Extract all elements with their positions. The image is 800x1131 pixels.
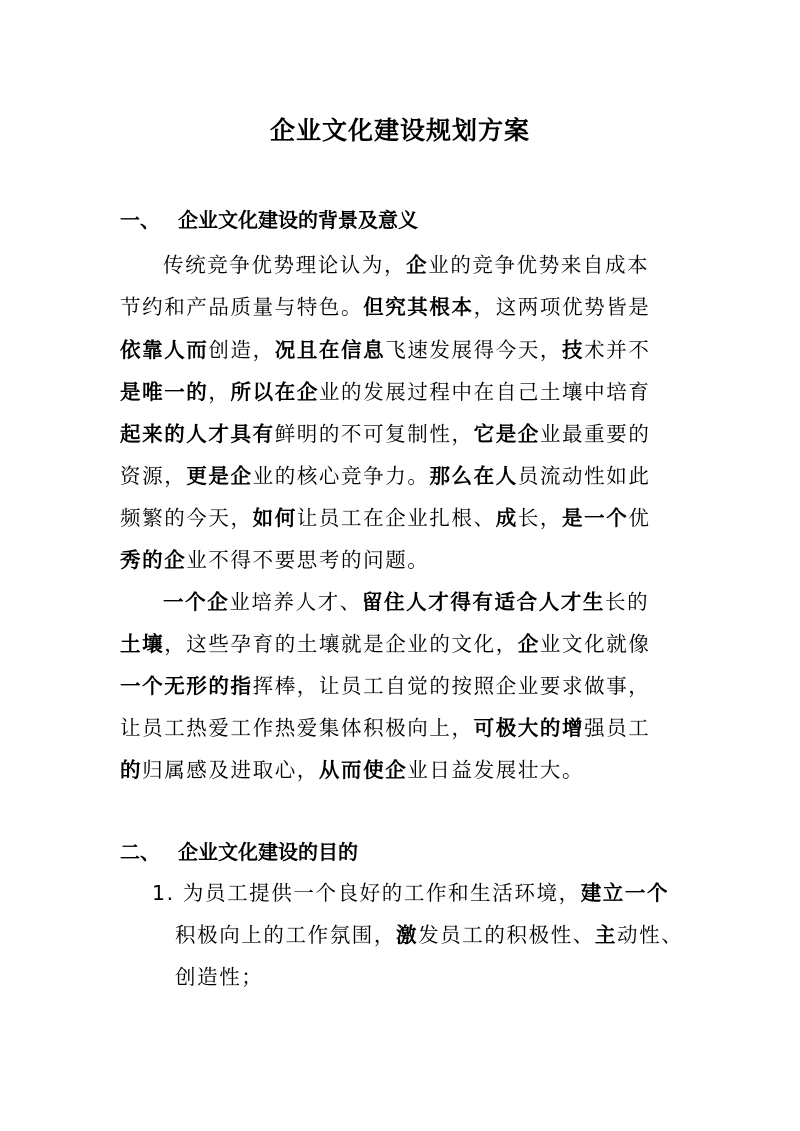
bold-text-run: 从而使企 xyxy=(318,758,408,782)
paragraph-1-line xyxy=(120,545,429,575)
section-1-number: 一、 xyxy=(120,208,160,232)
bold-text-run: 那么在人 xyxy=(429,464,518,488)
text-run: 资源， xyxy=(120,464,187,488)
list-item-1-line xyxy=(152,878,669,908)
text-run: 业培养人才、 xyxy=(229,590,362,614)
bold-text-run: 但究其根本 xyxy=(363,295,474,319)
bold-text-run: 更是企 xyxy=(186,464,253,488)
text-run: 传统竞争优势理论认为， xyxy=(163,253,407,277)
text-run: 挥棒，让员工自觉的按照企业要求做事， xyxy=(252,674,651,698)
bold-text-run: 所以在企 xyxy=(230,380,319,404)
bold-text-run: 建立一个 xyxy=(580,881,670,905)
text-run: 让员工热爱工作热爱集体积极向上， xyxy=(120,716,474,740)
paragraph-1-line xyxy=(120,335,650,365)
text-run: 强员工 xyxy=(584,716,651,740)
paragraph-2-line xyxy=(163,587,649,617)
bold-text-run: 可极大的增 xyxy=(473,716,585,740)
text-run: 员流动性如此 xyxy=(517,464,651,488)
text-run: 发员工的积极性、 xyxy=(418,923,595,947)
text-run: 业文化就像 xyxy=(539,632,651,656)
section-2-heading xyxy=(120,837,358,867)
paragraph-1-line xyxy=(120,461,650,491)
text-run: ，这两项优势皆是 xyxy=(473,295,651,319)
section-2-title: 企业文化建设的目的 xyxy=(178,840,358,864)
text-run: 频繁的今天， xyxy=(120,506,253,530)
text-run: 业的竞争优势来自成本 xyxy=(428,253,650,277)
text-run: 积极向上的工作氛围， xyxy=(175,923,396,947)
bold-text-run: 是唯一的 xyxy=(120,380,209,404)
text-run: 术并不 xyxy=(584,338,651,362)
text-run: ，这些孕育的土壤就是企业的文化， xyxy=(164,632,518,656)
document-title: 企业文化建设规划方案 xyxy=(269,116,530,145)
text-run: 鲜明的不可复制性， xyxy=(274,422,474,446)
text-run: 1. 为员工提供一个良好的工作和生活环境， xyxy=(152,881,581,905)
bold-text-run: 况且在信息 xyxy=(274,338,386,362)
bold-text-run: 企 xyxy=(406,253,429,277)
paragraph-2-line xyxy=(120,755,584,785)
text-run: 归属感及进取心， xyxy=(142,758,319,782)
text-run: 让员工在企业扎根、 xyxy=(296,506,496,530)
bold-text-run: 激 xyxy=(396,923,419,947)
bold-text-run: 一个企 xyxy=(163,590,230,614)
paragraph-1-line xyxy=(120,377,650,407)
bold-text-run: 依靠人而 xyxy=(120,338,209,362)
paragraph-1-line xyxy=(120,503,650,533)
text-run: 节约和产品质量与特色。 xyxy=(120,295,364,319)
section-2-number: 二、 xyxy=(120,840,160,864)
bold-text-run: 土壤 xyxy=(120,632,165,656)
bold-text-run: 的 xyxy=(120,758,143,782)
paragraph-2-line xyxy=(120,713,650,743)
bold-text-run: 是一个 xyxy=(562,506,629,530)
list-item-1-line xyxy=(175,920,683,950)
bold-text-run: 主 xyxy=(594,923,618,947)
text-run: 长， xyxy=(517,506,563,530)
text-run: 业最重要的 xyxy=(539,422,651,446)
bold-text-run: 它是企 xyxy=(473,422,540,446)
bold-text-run: 秀的企 xyxy=(120,548,187,572)
bold-text-run: 成 xyxy=(495,506,518,530)
text-run: ， xyxy=(208,380,231,404)
text-run: 创造， xyxy=(208,338,275,362)
bold-text-run: 留住人才得有适合人才生 xyxy=(361,590,606,614)
text-run: 优 xyxy=(628,506,651,530)
bold-text-run: 如何 xyxy=(252,506,297,530)
list-item-1-line xyxy=(175,962,263,992)
bold-text-run: 企 xyxy=(517,632,540,656)
paragraph-1-line xyxy=(120,292,650,322)
text-run: 业日益发展壮大。 xyxy=(407,758,585,782)
bold-text-run: 一个无形的指 xyxy=(120,674,253,698)
text-run: 动性、 xyxy=(617,923,684,947)
paragraph-1-line xyxy=(163,250,649,280)
text-run: 长的 xyxy=(605,590,650,614)
text-run: 飞速发展得今天， xyxy=(385,338,563,362)
bold-text-run: 起来的人才具有 xyxy=(120,422,275,446)
text-run: 业的核心竞争力。 xyxy=(252,464,430,488)
section-1-title: 企业文化建设的背景及意义 xyxy=(178,208,418,232)
text-run: 创造性； xyxy=(175,965,264,989)
text-run: 业的发展过程中在自己土壤中培育 xyxy=(318,380,651,404)
paragraph-1-line xyxy=(120,419,650,449)
bold-text-run: 技 xyxy=(562,338,585,362)
section-1-heading xyxy=(120,205,418,235)
text-run: 业不得不要思考的问题。 xyxy=(186,548,430,572)
paragraph-2-line xyxy=(120,629,650,659)
paragraph-2-line xyxy=(120,671,650,701)
